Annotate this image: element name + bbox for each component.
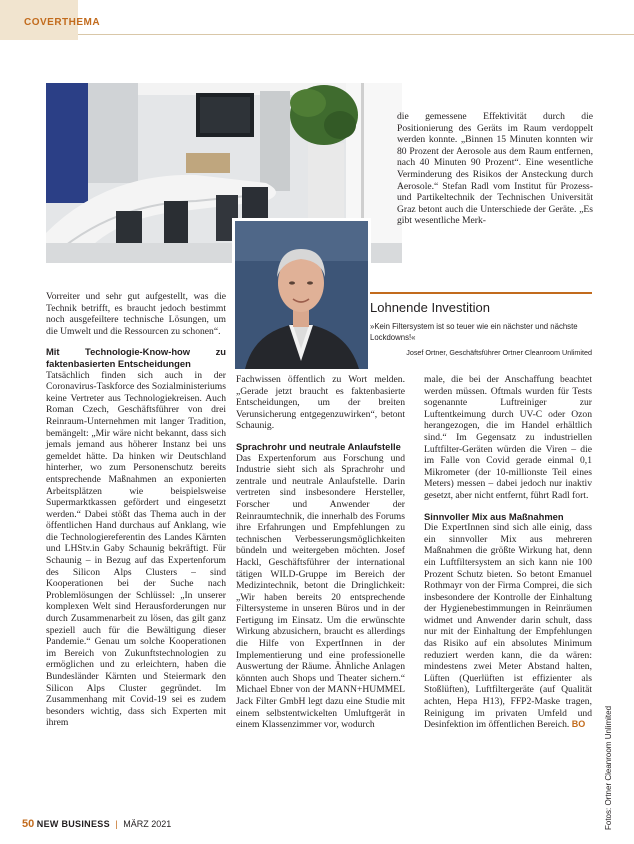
column-3 [424,374,592,731]
pullquote-author: Josef Ortner, Geschäftsführer Ortner Cleanroom Unlimited [406,348,592,357]
section-label: COVERTHEMA [24,17,101,28]
photo-credit: Fotos: Ortner Cleanroom Unlimited [604,705,613,830]
author-signature: BO [571,719,586,730]
section-tag [0,0,101,40]
col2-heading: Sprachrohr und neutrale Anlaufstelle [236,440,401,452]
col3-heading: Sinnvoller Mix aus Maßnahmen [424,510,564,522]
col3-body-wrap [424,522,592,731]
portrait-photo [232,218,371,372]
page-number: 50 [22,818,35,830]
pullquote-text: »Kein Filtersystem ist so teuer wie ein nächster und nächste Lockdowns!« [370,322,578,342]
issue-date: MÄRZ 2021 [123,819,172,829]
col1-body: Tatsächlich finden sich auch in der Coronavirus-Taskforce des Sozialministeriums keine Vertreter aus Technologiekreisen. Auch Roman Czech, Geschäftsführer von drei Reinraum-Unternehmen mit langer Tradition, bemängelt: „Mir wäre nicht bekannt, dass sich jemals jemand aus höherer Instanz bei uns gemeldet hätte. Da hinken wir Deutschland hinterher, wo zum Personenschutz bereits entsprechende Maßnahmen an exponierten Arbeitsplätzen wie beispielsweise Supermarktkassen gefördert und eingesetzt werden.“ Dabei stößt das Thema auch in der öffentlichen Hand durchaus auf Anklang, wie die Technologiereferentin des Landes Kärnten und LHStv.in Gaby Schaunig bekräftigt. Für Schaunig – in Bezug auf das Expertenforum des Silicon Alps Clusters – sind Kooperationen bei der Suche nach Problemlösungen der Schlüssel: „In unserer komplexen Welt sind Herausforderungen nur durch Zusammenarbeit zu lösen, das gilt ganz speziell auch für die Bewältigung dieser Pandemie.“ Genau um solche Kooperationen im Bereich von Zukunftstechnologien zu ermöglichen und zu erleichtern, haben die Bundesländer Kärnten und Steiermark den Silicon Alps Cluster gegründet. Im Zusammenhang mit Covid-19 sei es zudem besonders wichtig, dass sich Experten mit ihrem [46,369,226,729]
col2-intro: Fachwissen öffentlich zu Wort melden. „Gerade jetzt braucht es faktenbasierte Entscheidungen, um der breiten Verunsicherung entgegenzuwirken“, betont Schaunig. [236,374,405,432]
footer-separator: | [115,819,118,829]
col2-body: Das Expertenforum aus Forschung und Industrie sieht sich als Sprachrohr und zentrale und neutrale Anlaufstelle. Darin vertreten sind insbesondere Hersteller, Forscher und Anwender der Reinraumtechnik, die innerhalb des Forums ihre Erfahrungen und Empfehlungen zu technischen Verbesserungsmöglichkeiten bündeln und weitergeben möchten. Josef Hackl, Geschäftsführer der international tätigen WILD-Gruppe im Bereich der Medizintechnik, betont die Dringlichkeit: „Wir haben bereits 20 entsprechende Filtersysteme in unseren Büros und in der Fertigung im Einsatz. Um die erwünschte Wirkung abzusichern, braucht es allerdings die Hilfe von ExpertInnen in der Implementierung und eine professionelle Auswertung der Räume. Ähnliche Anlagen könnten auch Shops und Theater sichern.“ Michael Ebner von der MANN+HUMMEL Jack Filter GmbH legt dazu eine Studie mit einem selbstentwickelten Umluftgerät in einem Klassenzimmer vor, wodurch [236,452,405,731]
page-footer [22,818,171,832]
column-2 [236,374,405,731]
header-rule [78,34,634,35]
magazine-name: NEW BUSINESS [36,819,110,829]
portrait-image [235,221,368,369]
column-1 [46,291,226,729]
col1-intro: Vorreiter und sehr gut aufgestellt, was die Technik betrifft, es braucht jedoch bestimmt noch ausgefeiltere technische Lösungen, um die Umwelt und die Ressourcen zu schonen“. [46,291,226,337]
top-right-column [397,111,593,227]
top-right-text: die gemessene Effektivität durch die Positionierung des Geräts im Raum verdoppelt werden konnte. „Binnen 15 Minuten konnten wir 80 Prozent der Aerosole aus dem Raum entfernen, nach 40 Minuten 90 Prozent“. Eine wesentliche Verminderung des Risikos der Ansteckung durch Aerosole.“ Stefan Radl vom Institut für Prozess- und Partikeltechnik der Technischen Universität Graz betont auch die Unterschiede der Geräte. „Es gibt wesentliche Merk- [397,111,593,227]
pullquote-title: Lohnende Investition [370,300,490,315]
col3-intro: male, die bei der Anschaffung beachtet werden müssen. Oftmals wurden für Tests sogenannte Luftreiniger zur Luftentkeimung durch UV-C oder Ozon herangezogen, die im Handel erhältlich sind.“ Im Gegensatz zu industriellen Luftfilter-Geräten würden die Viren – die im Falle von Covid gerade einmal 0,1 Mikrometer (der 10-millionste Teil eines Meters) messen – dabei jedoch nur inaktiv gesetzt, aber nicht entfernt, führt Radl fort. [424,374,592,501]
col1-heading: Mit Technologie-Know-how zu faktenbasierten Entscheidungen [46,346,226,369]
pullquote-box [370,292,592,366]
col3-body: Die ExpertInnen sind sich alle einig, dass ein sinnvoller Mix aus mehreren Maßnahmen die größte Wirkung hat, denn ein Luftfiltersystem an sich kann nie 100 Prozent Schutz bieten. So betont Emanuel Rothmayr von der Firma Comprei, die sich insbesondere der Kontrolle der Einhaltung der Hygienebestimmungen in Reinräumen widmet und Anwender darin schult, dass nur mit der Einhaltung der Empfehlungen das Risiko auf ein absolutes Minimum reduziert werden kann, die da wären: mindestens zwei Meter Abstand halten, Lüften (Querlüften ist effizienter als Stoßlüften), Luftfiltergeräte (auf Qualität achten, Hepa H13), FFP2-Maske tragen, Reinigung im privaten Umfeld und Desinfektion im öffentlichen Bereich. [424,522,592,731]
